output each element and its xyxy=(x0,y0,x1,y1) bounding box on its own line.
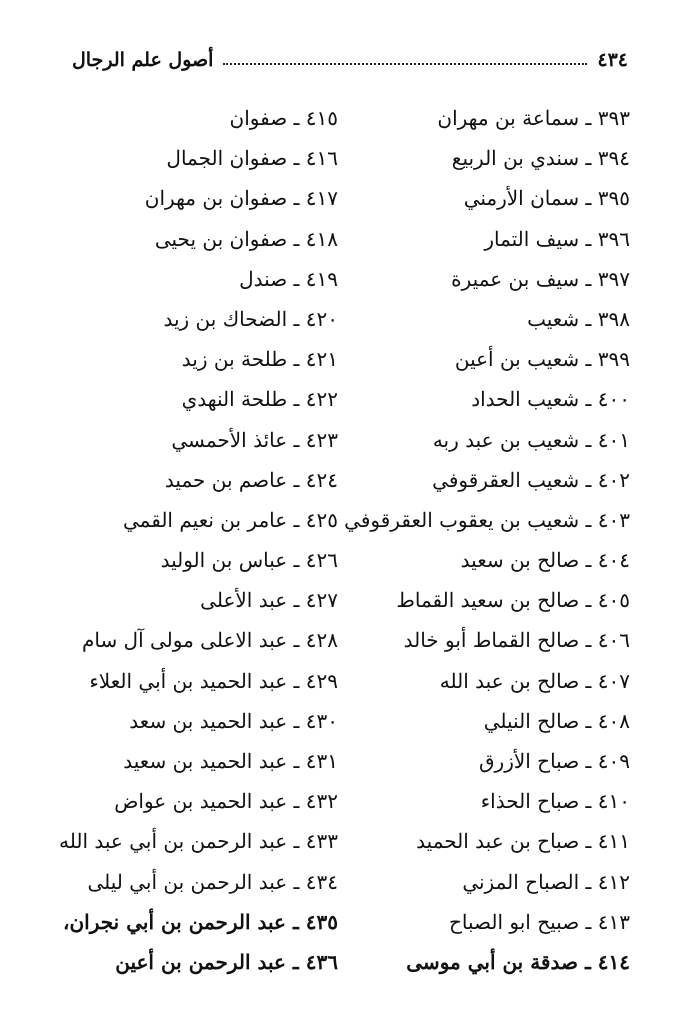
list-item: ٤٣٢ ـ عبد الحميد بن عواض xyxy=(114,789,338,814)
list-item: ٤٢٧ ـ عبد الأعلى xyxy=(200,588,338,613)
list-item: ٤١٦ ـ صفوان الجمال xyxy=(166,146,338,171)
index-columns xyxy=(40,98,630,978)
list-item: ٣٩٥ ـ سمان الأرمني xyxy=(463,186,630,211)
list-item: ٤١٩ ـ صندل xyxy=(239,266,338,291)
list-item: ٤١٧ ـ صفوان بن مهران xyxy=(144,186,338,211)
list-item: ٣٩٦ ـ سيف التمار xyxy=(484,226,630,251)
list-item: ٤٢٣ ـ عائذ الأحمسي xyxy=(171,427,338,452)
list-item: ٤٢٤ ـ عاصم بن حميد xyxy=(164,467,338,492)
list-item: ٤١٤ ـ صدقة بن أبي موسى xyxy=(406,949,630,974)
list-item: ٣٩٨ ـ شعيب xyxy=(527,306,630,331)
list-item: ٤٠٧ ـ صالح بن عبد الله xyxy=(439,668,630,693)
list-item: ٤٠٨ ـ صالح النيلي xyxy=(483,708,630,733)
list-item: ٤٢٩ ـ عبد الحميد بن أبي العلاء xyxy=(89,668,338,693)
list-item: ٤١٥ ـ صفوان xyxy=(229,106,338,130)
list-item: ٤٢٦ ـ عباس بن الوليد xyxy=(160,548,338,573)
list-item: ٤١٢ ـ الصباح المزني xyxy=(462,869,630,894)
left-column xyxy=(40,98,338,978)
right-column xyxy=(338,98,630,978)
list-item: ٤٠٣ ـ شعيب بن يعقوب العقرقوفي xyxy=(344,507,630,532)
list-item: ٣٩٣ ـ سماعة بن مهران xyxy=(437,106,630,130)
list-item: ٤٠٢ ـ شعيب العقرقوفي xyxy=(432,467,630,492)
list-item: ٤١٠ ـ صباح الحذاء xyxy=(480,789,630,814)
list-item: ٤٢٨ ـ عبد الاعلى مولى آل سام xyxy=(81,628,338,653)
list-item: ٣٩٧ ـ سيف بن عميرة xyxy=(451,266,630,291)
list-item: ٤٣١ ـ عبد الحميد بن سعيد xyxy=(123,749,338,773)
list-item: ٤٣٠ ـ عبد الحميد بن سعد xyxy=(129,708,338,733)
list-item: ٤٢٢ ـ طلحة النهدي xyxy=(181,387,338,412)
list-item: ٤٠٠ ـ شعيب الحداد xyxy=(471,387,630,412)
list-item: ٤٠١ ـ شعيب بن عبد ربه xyxy=(432,427,630,452)
list-item: ٣٩٤ ـ سندي بن الربيع xyxy=(451,146,630,171)
list-item: ٤٣٦ ـ عبد الرحمن بن أعين xyxy=(115,949,338,974)
list-item: ٤١٨ ـ صفوان بن يحيى xyxy=(154,226,338,251)
list-item: ٤٣٥ ـ عبد الرحمن بن أبي نجران، xyxy=(63,909,338,934)
list-item: ٤٢٥ ـ عامر بن نعيم القمي xyxy=(122,507,338,532)
list-item: ٤٢١ ـ طلحة بن زيد xyxy=(181,347,338,372)
list-item: ٣٩٩ ـ شعيب بن أعين xyxy=(454,347,630,372)
list-item: ٤٠٦ ـ صالح القماط أبو خالد xyxy=(403,628,630,653)
book-title: أصول علم الرجال xyxy=(72,49,214,71)
page-header xyxy=(72,44,628,76)
list-item: ٤٠٩ ـ صباح الأزرق xyxy=(479,749,630,773)
header-dot-leader xyxy=(223,63,587,65)
list-item: ٤١٣ ـ صبيح ابو الصباح xyxy=(449,909,630,934)
page-number: ٤٣٤ xyxy=(597,49,628,71)
list-item: ٤١١ ـ صباح بن عبد الحميد xyxy=(416,829,630,854)
list-item: ٤٠٥ ـ صالح بن سعيد القماط xyxy=(396,588,630,613)
list-item: ٤٠٤ ـ صالح بن سعيد xyxy=(460,548,630,573)
list-item: ٤٢٠ ـ الضحاك بن زيد xyxy=(163,306,338,331)
list-item: ٤٣٤ ـ عبد الرحمن بن أبي ليلى xyxy=(87,869,338,894)
list-item: ٤٣٣ ـ عبد الرحمن بن أبي عبد الله xyxy=(59,829,338,854)
